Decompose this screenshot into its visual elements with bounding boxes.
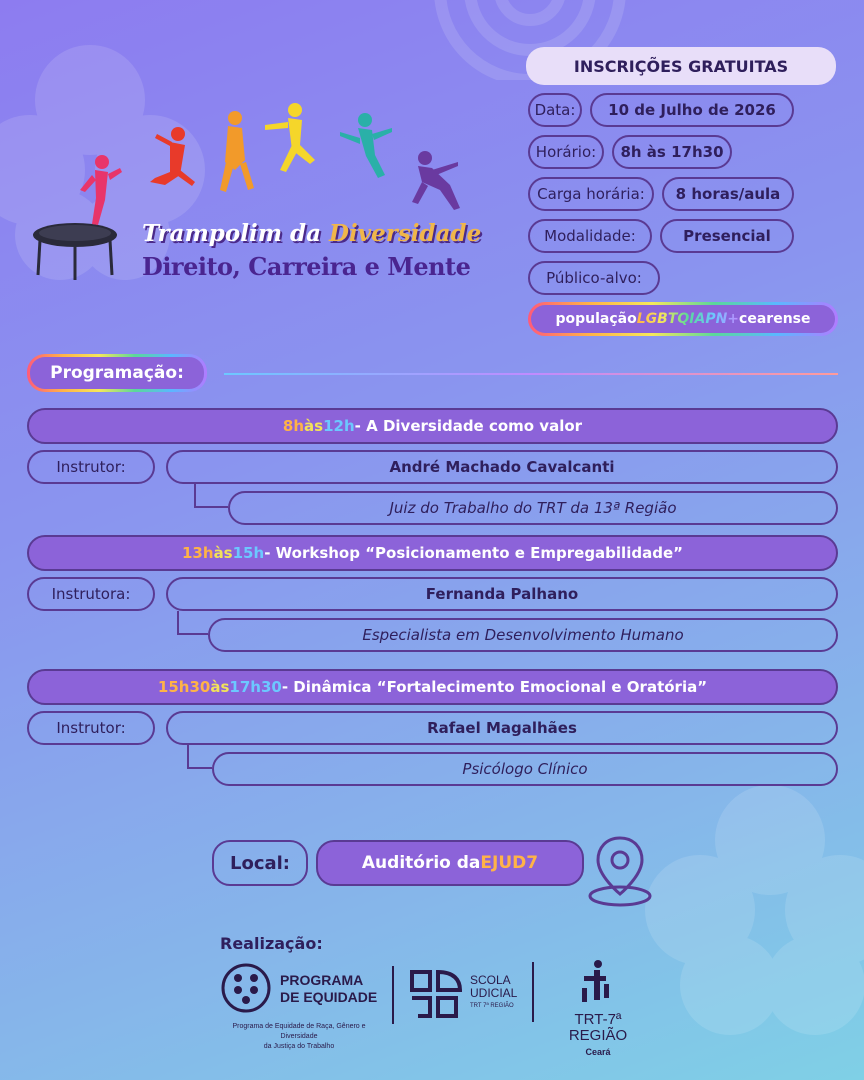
trt7-logo-icon [576,958,616,1006]
workload-label: Carga horária: [528,177,654,211]
schedule-header: Programação: [27,354,207,392]
trt7-logo-text: TRT-7ª REGIÃO Ceará [568,1011,628,1057]
audience-value: população LGBTQIAPN+ cearense [528,302,838,336]
location-label: Local: [212,840,308,886]
jumper-silhouette-teal [340,113,392,178]
escola-judicial-logo-icon [404,966,468,1022]
session-3-title: 15h30 às 17h30 - Dinâmica “Fortalecimento Emocional e Oratória” [27,669,838,705]
schedule-divider [224,373,838,375]
date-value: 10 de Julho de 2026 [590,93,794,127]
session-1-title: 8h às 12h - A Diversidade como valor [27,408,838,444]
session-1-connector [194,484,228,508]
session-1-role: Instrutor: [27,450,155,484]
session-3-description: Psicólogo Clínico [212,752,838,786]
session-2-instructor: Fernanda Palhano [166,577,838,611]
session-3-connector [187,745,212,769]
modality-value: Presencial [660,219,794,253]
event-title: Trampolim da Diversidade [142,220,482,247]
logo-separator-2 [532,962,534,1022]
time-value: 8h às 17h30 [612,135,732,169]
trampoline-icon [33,223,117,280]
location-pin-icon [586,832,654,908]
logo-separator-1 [392,966,394,1024]
lgbt-highlight: LGBTQIAPN+ [636,311,740,327]
event-title-highlight: Diversidade [329,220,482,247]
session-1-instructor: André Machado Cavalcanti [166,450,838,484]
session-3-instructor: Rafael Magalhães [166,711,838,745]
organizers-label: Realização: [220,934,323,953]
jumper-silhouette-pink [80,155,122,225]
location-highlight: EJUD7 [480,853,539,873]
event-subtitle: Direito, Carreira e Mente [142,252,471,281]
free-registration-header: INSCRIÇÕES GRATUITAS [526,47,836,85]
session-2-title: 13h às 15h - Workshop “Posicionamento e Empregabilidade” [27,535,838,571]
session-2-role: Instrutora: [27,577,155,611]
escola-judicial-text: SCOLA UDICIAL TRT 7ª REGIÃO [470,973,518,1009]
workload-value: 8 horas/aula [662,177,794,211]
time-label: Horário: [528,135,604,169]
session-3-role: Instrutor: [27,711,155,745]
jumper-silhouette-red [150,127,195,186]
jumper-silhouette-orange [220,111,254,192]
programa-equidade-title: PROGRAMA DE EQUIDADE [280,972,378,1005]
session-1-description: Juiz do Trabalho do TRT da 13ª Região [228,491,838,525]
modality-label: Modalidade: [528,219,652,253]
programa-equidade-subtitle: Programa de Equidade de Raça, Gênero e Diversidade da Justiça do Trabalho [232,1023,366,1050]
flower-decoration-right [640,780,864,1040]
programa-equidade-logo-icon [220,962,272,1014]
session-2-connector [177,611,208,635]
jumper-silhouette-purple [412,151,460,210]
session-2-description: Especialista em Desenvolvimento Humano [208,618,838,652]
date-label: Data: [528,93,582,127]
location-value: Auditório da EJUD7 [316,840,584,886]
audience-label: Público-alvo: [528,261,660,295]
jumper-silhouette-yellow [265,103,315,172]
